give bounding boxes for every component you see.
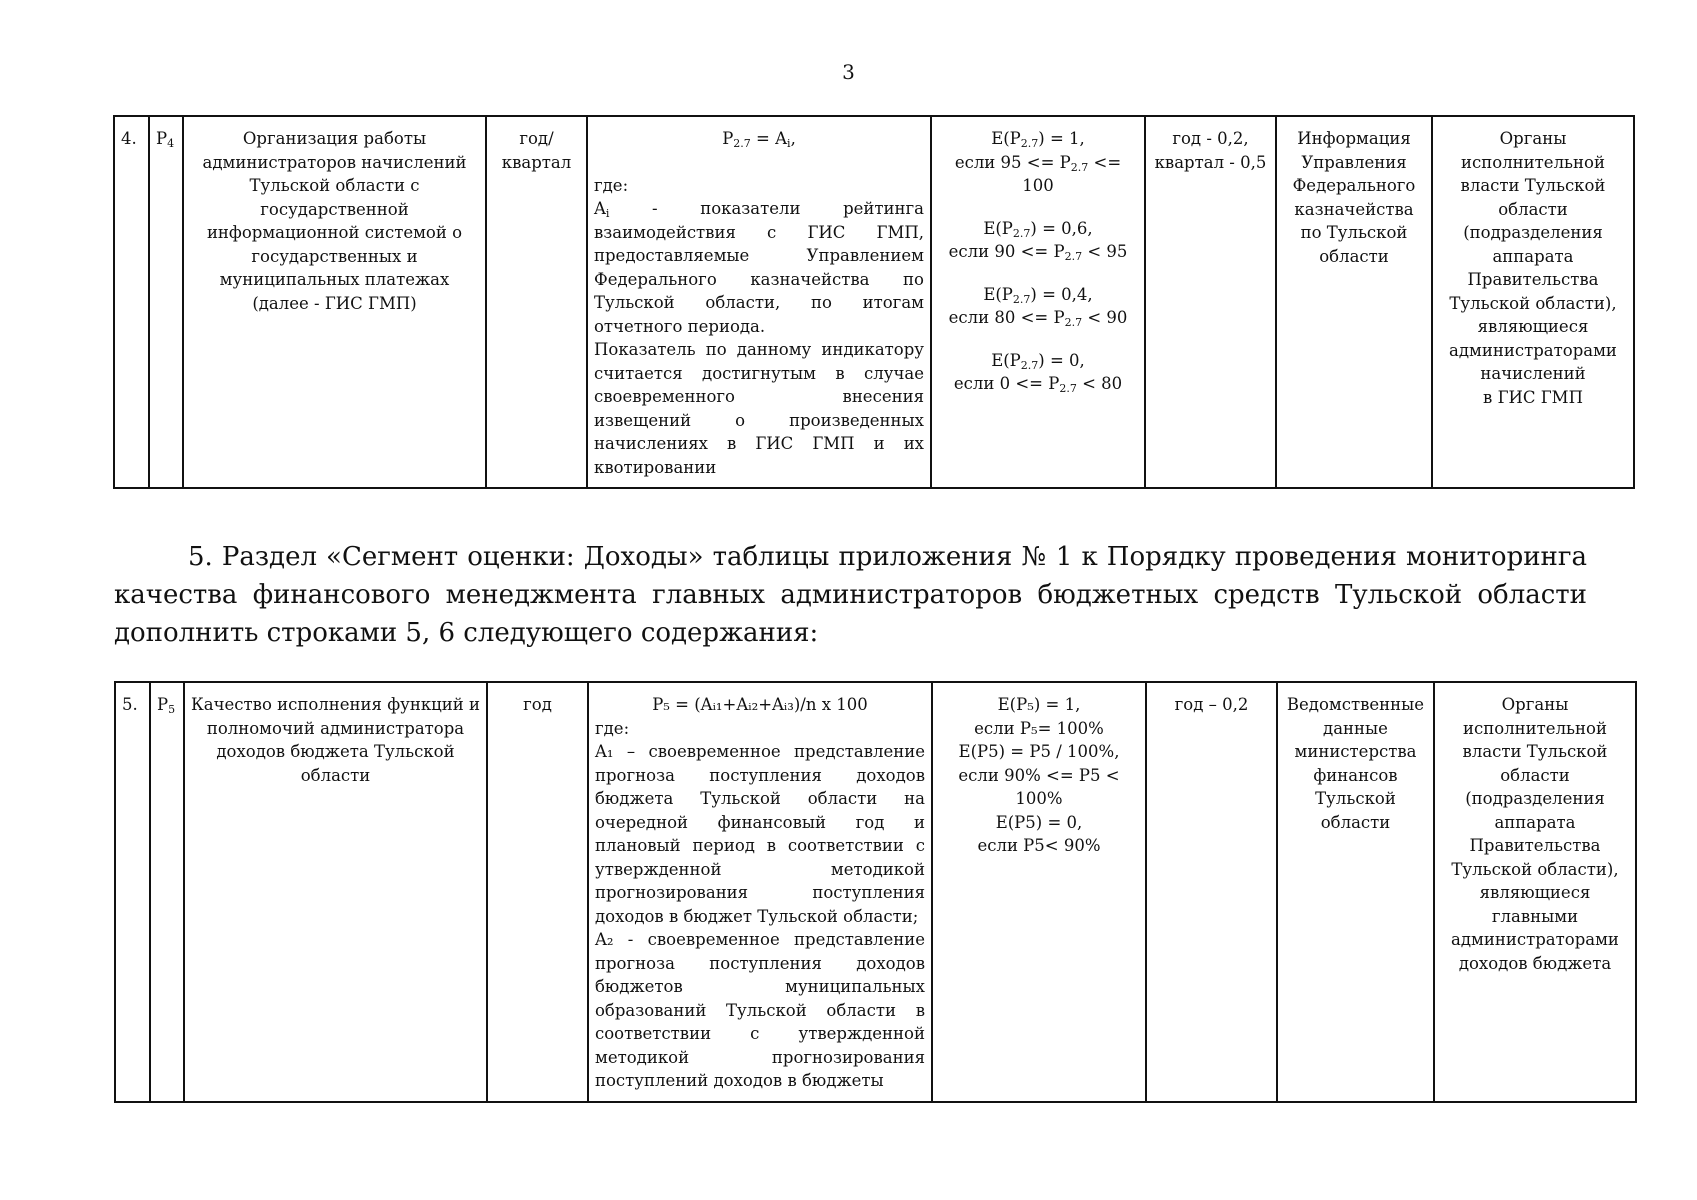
indicator-period: год	[487, 682, 588, 1102]
paragraph-text: 5. Раздел «Сегмент оценки: Доходы» таблицы приложения № 1 к Порядку проведения мониторинга качества финансового менеджмента главных администраторов бюджетных средств Тульской области дополнить строками 5, 6 следующего содержания:	[114, 542, 1587, 648]
row-number: 5.	[115, 682, 150, 1102]
evaluated-subjects: Органы исполнительной власти Тульской области (подразделения аппарата Правительства Тульской области), являющиеся администраторами начислений в ГИС ГМП	[1432, 116, 1634, 488]
evaluation-rule: $E(P_{2.7}) = 0,6$, если $90 <= P_{2.7} < 95$	[948, 218, 1128, 263]
table-row	[115, 682, 1636, 1102]
evaluation-cell	[931, 116, 1145, 488]
indicator-formula-cell	[587, 116, 931, 488]
amendment-paragraph	[114, 538, 1587, 652]
formula-definition: $A_i$ - показатели рейтинга взаимодействия с ГИС ГМП, предоставляемые Управлением Федерального казначейства по Тульской области, по итогам отчетного периода.	[594, 199, 924, 336]
indicator-period: год/ квартал	[486, 116, 587, 488]
formula: $P_{2.7} = A_i$,	[722, 129, 796, 150]
row-number: 4.	[114, 116, 149, 488]
evaluation-rules: E(P₅) = 1, если P₅= 100% E(P5) = P5 / 100%, если 90% <= P5 < 100% E(P5) = 0, если P5< 90%	[932, 682, 1146, 1102]
page-number: 3	[842, 60, 855, 84]
formula-note: Показатель по данному индикатору считается достигнутым в случае своевременного внесения извещений о произведенных начислениях в ГИС ГМП и их квотировании	[594, 340, 924, 477]
formula-where: где:	[594, 175, 629, 195]
indicator-weight: год – 0,2	[1146, 682, 1277, 1102]
formula-where: где:	[595, 718, 630, 738]
evaluated-subjects: Органы исполнительной власти Тульской области (подразделения аппарата Правительства Тульской области), являющиеся главными администраторами доходов бюджета	[1434, 682, 1636, 1102]
indicator-code: $P_4$	[149, 116, 183, 488]
formula-definition-a2: A₂ - своевременное представление прогноза поступления доходов бюджетов муниципальных образований Тульской области в соответствии с утвержденной методикой прогнозирования поступлений доходов в бюджеты	[595, 930, 925, 1090]
evaluation-rule: $E(P_{2.7}) = 1$, если $95 <= P_{2.7} <= 100$	[954, 129, 1122, 195]
indicator-name: Качество исполнения функций и полномочий администратора доходов бюджета Тульской области	[184, 682, 487, 1102]
evaluation-rule: $E(P_{2.7}) = 0,4$, если $80 <= P_{2.7} < 90$	[948, 284, 1128, 329]
indicator-formula-cell	[588, 682, 932, 1102]
formula: P₅ = (Aᵢ₁+Aᵢ₂+Aᵢ₃)/n x 100	[652, 695, 868, 714]
data-source: Ведомственные данные министерства финансов Тульской области	[1277, 682, 1434, 1102]
indicator-table-row-5	[114, 681, 1637, 1103]
indicator-name: Организация работы администраторов начислений Тульской области с государственной информационной системой о государственных и муниципальных платежах (далее - ГИС ГМП)	[183, 116, 486, 488]
data-source: Информация Управления Федерального казначейства по Тульской области	[1276, 116, 1432, 488]
evaluation-rule: $E(P_{2.7}) = 0$, если $0 <= P_{2.7} < 80$	[953, 350, 1123, 395]
indicator-code: $P_5$	[150, 682, 184, 1102]
formula-definition-a1: A₁ – своевременное представление прогноза поступления доходов бюджета Тульской области на очередной финансовый год и плановый период в соответствии с утвержденной методикой прогнозирования поступления доходов в бюджет Тульской области;	[595, 742, 925, 926]
indicator-weight: год - 0,2, квартал - 0,5	[1145, 116, 1276, 488]
indicator-table-row-4	[113, 115, 1635, 489]
table-row	[114, 116, 1634, 488]
